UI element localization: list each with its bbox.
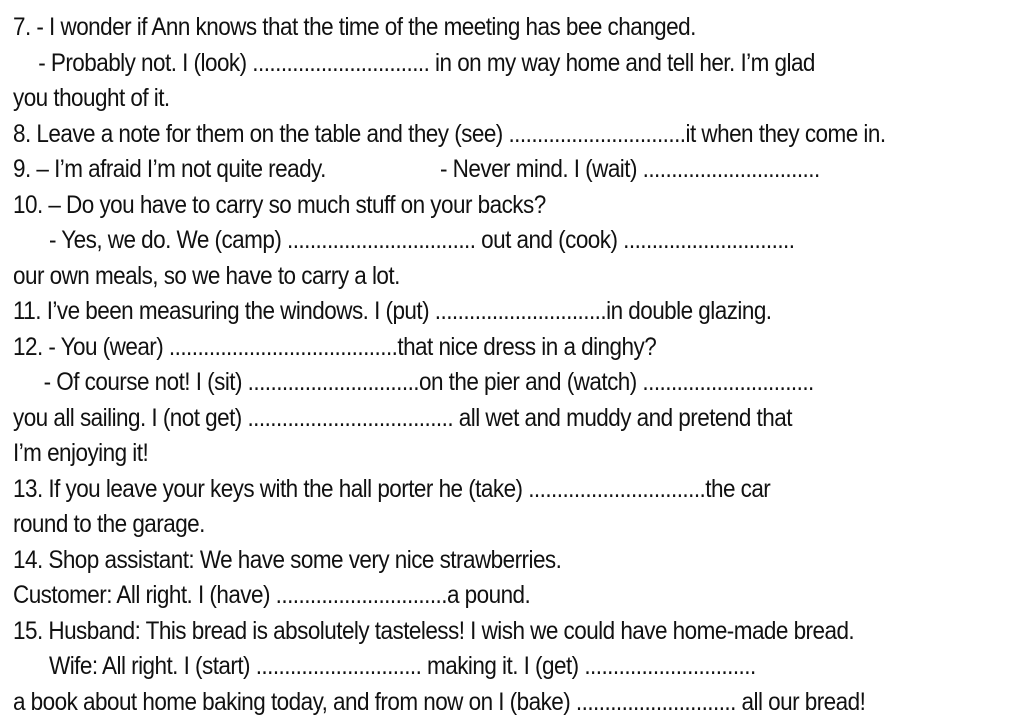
- line-q13-cont: round to the garage.: [13, 510, 205, 538]
- line-q12: 12. - You (wear) ........................................that nice dress in a dinghy?: [13, 332, 657, 361]
- line-q10-cont: our own meals, so we have to carry a lot.: [13, 261, 400, 290]
- line-q13: 13. If you leave your keys with the hall porter he (take) ...............................the car: [13, 474, 771, 503]
- line-q8: 8. Leave a note for them on the table and they (see) ...............................it when they come in.: [13, 119, 886, 148]
- line-q12-reply: - Of course not! I (sit) ..............................on the pier and (watch) ..............................: [43, 368, 814, 396]
- line-q10: 10. – Do you have to carry so much stuff on your backs?: [13, 190, 546, 219]
- line-q15: 15. Husband: This bread is absolutely tasteless! I wish we could have home-made bread.: [13, 616, 855, 645]
- line-q9: 9. – I’m afraid I’m not quite ready. - Never mind. I (wait) ...............................: [13, 155, 820, 183]
- line-q10-reply: - Yes, we do. We (camp) ................................. out and (cook) ..............................: [49, 226, 795, 254]
- line-q15-reply: Wife: All right. I (start) ............................. making it. I (get) ..............................: [49, 652, 756, 680]
- line-q12-end: I’m enjoying it!: [13, 439, 149, 467]
- line-q14: 14. Shop assistant: We have some very nice strawberries.: [13, 545, 562, 574]
- line-q11: 11. I’ve been measuring the windows. I (put) ..............................in double glazing.: [13, 297, 772, 325]
- line-q7-reply: - Probably not. I (look) ............................... in on my way home and tell her. I’m glad: [38, 48, 815, 77]
- line-q7-cont: you thought of it.: [13, 84, 170, 112]
- line-q14-reply: Customer: All right. I (have) ..............................a pound.: [13, 581, 531, 609]
- line-q12-cont: you all sailing. I (not get) .................................... all wet and muddy and pretend that: [13, 403, 792, 432]
- line-q15-cont: a book about home baking today, and from now on I (bake) ............................ all our bread!: [13, 687, 866, 716]
- line-q7: 7. - I wonder if Ann knows that the time of the meeting has bee changed.: [13, 13, 696, 41]
